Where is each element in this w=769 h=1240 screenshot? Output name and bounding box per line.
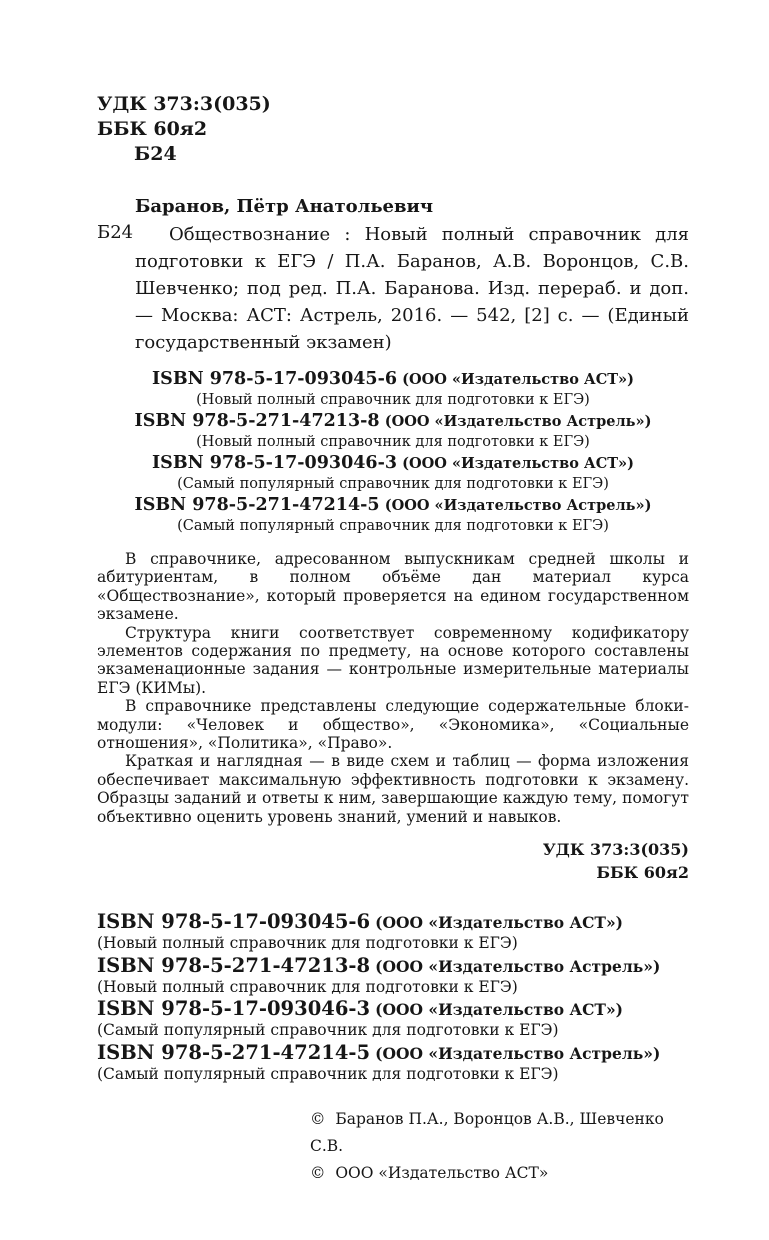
isbn-line [97,494,689,517]
isbn-series: (Самый популярный справочник для подготовки к ЕГЭ) [177,476,609,492]
isbn-publisher: (ООО «Издательство АСТ») [402,371,634,388]
author-heading: Баранов, Пётр Анатольевич [135,196,434,217]
isbn-line [97,368,689,391]
annotation-paragraph: В справочнике, адресованном выпускникам средней школы и абитуриентам, в полном объёме дан материал курса «Обществознание», который проверяется на едином государственном экзамене. [97,550,689,624]
bibliographic-entry [97,221,689,356]
isbn-number: ISBN 978-5-17-093046-3 [152,453,398,473]
isbn-line [97,1041,689,1065]
isbn-series: (Новый полный справочник для подготовки к ЕГЭ) [196,434,590,450]
isbn-number: ISBN 978-5-17-093046-3 [97,997,371,1021]
isbn-entry [97,1041,689,1085]
codes-right-block [97,838,689,884]
isbn-entry [97,910,689,954]
bibliographic-description: Обществознание : Новый полный справочник для подготовки к ЕГЭ / П.А. Баранов, А.В. Воронцов, С.В. Шевченко; под ред. П.А. Баранова. Изд. перераб. и доп. — Москва: АСТ: Астрель, 2016. — 542, [2] с. — (Единый государственный экзамен) [135,224,689,353]
isbn-series: (Новый полный справочник для подготовки к ЕГЭ) [97,977,518,996]
isbn-entry [97,368,689,410]
isbn-entry [97,410,689,452]
isbn-publisher: (ООО «Издательство АСТ») [402,455,634,472]
isbn-publisher: (ООО «Издательство АСТ») [375,1000,623,1020]
udk-code-top: УДК 373:3(035) [97,93,271,115]
isbn-series: (Новый полный справочник для подготовки к ЕГЭ) [196,392,590,408]
isbn-entry [97,494,689,536]
author-sign-top: Б24 [134,143,177,165]
isbn-line [97,910,689,934]
isbn-block-bottom [97,910,689,1084]
isbn-entry [97,452,689,494]
isbn-line [97,452,689,475]
isbn-publisher: (ООО «Издательство Астрель») [375,1043,661,1063]
isbn-line [97,410,689,433]
annotation-block [97,550,689,826]
isbn-number: ISBN 978-5-271-47214-5 [134,495,380,515]
isbn-number: ISBN 978-5-271-47213-8 [97,953,371,977]
annotation-paragraph: В справочнике представлены следующие содержательные блоки-модули: «Человек и общество», «Экономика», «Социальные отношения», «Политика», «Право». [97,697,689,753]
isbn-series: (Самый популярный справочник для подготовки к ЕГЭ) [177,518,609,534]
bbk-code-right: ББК 60я2 [596,863,689,883]
copyright-authors: © Баранов П.А., Воронцов А.В., Шевченко С.В. [310,1110,664,1156]
isbn-number: ISBN 978-5-17-093045-6 [152,369,398,389]
isbn-number: ISBN 978-5-271-47214-5 [97,1040,371,1064]
isbn-publisher: (ООО «Издательство Астрель») [375,956,661,976]
isbn-number: ISBN 978-5-271-47213-8 [134,411,380,431]
annotation-paragraph: Краткая и наглядная — в виде схем и таблиц — форма изложения обеспечивает максимальную эффективность подготовки к экзамену. Образцы заданий и ответы к ним, завершающие каждую тему, помогут объективно оценить уровень знаний, умений и навыков. [97,752,689,826]
isbn-series: (Самый популярный справочник для подготовки к ЕГЭ) [97,1021,559,1040]
isbn-series: (Самый популярный справочник для подготовки к ЕГЭ) [97,1064,559,1083]
annotation-paragraph: Структура книги соответствует современному кодификатору элементов содержания по предмету, на основе которого составлены экзаменационные задания — контрольные измерительные материалы ЕГЭ (КИМы). [97,623,689,697]
isbn-block-middle [97,368,689,536]
isbn-publisher: (ООО «Издательство АСТ») [375,913,623,933]
isbn-publisher: (ООО «Издательство Астрель») [384,413,652,430]
copyright-block [310,1106,689,1187]
isbn-number: ISBN 978-5-17-093045-6 [97,910,371,934]
isbn-line [97,954,689,978]
isbn-publisher: (ООО «Издательство Астрель») [384,497,652,514]
top-codes-block [97,92,689,167]
isbn-entry [97,997,689,1041]
isbn-line [97,997,689,1021]
isbn-series: (Новый полный справочник для подготовки к ЕГЭ) [97,934,518,953]
isbn-entry [97,954,689,998]
entry-author-sign: Б24 [97,222,134,243]
bbk-code-top: ББК 60я2 [97,118,208,140]
copyright-publisher: © ООО «Издательство АСТ» [310,1164,549,1183]
udk-code-right: УДК 373:3(035) [542,840,689,860]
